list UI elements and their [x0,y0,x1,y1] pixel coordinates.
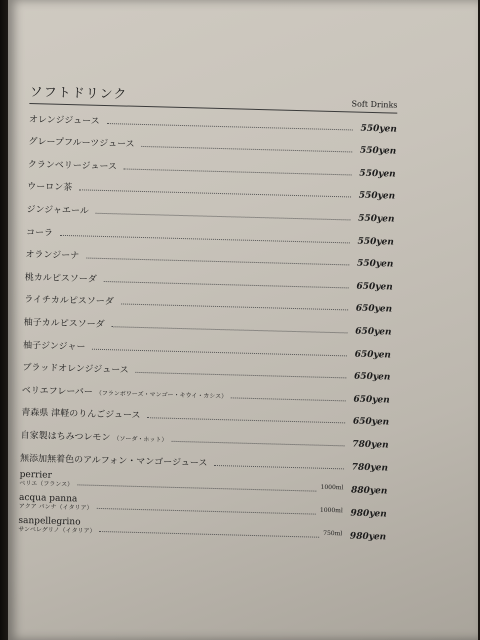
water-volume: 1000ml [319,506,343,514]
leader-dots [97,507,316,514]
item-price: 550yen [360,123,397,135]
item-price: 780yen [351,462,389,474]
water-name [18,515,96,534]
item-price: 550yen [359,168,396,180]
item-name-text: 柚子カルピスソーダ [23,317,105,330]
item-price: 550yen [358,213,395,225]
water-price: 980yen [350,508,387,519]
item-name-text: ウーロン茶 [27,182,73,194]
item-name [23,337,89,352]
item-price: 550yen [356,258,394,270]
item-name-text: ジンジャエール [26,204,89,217]
item-name [29,112,103,127]
item-price: 780yen [352,439,389,451]
item-name [25,247,82,261]
item-name [22,360,132,376]
leader-dots [141,146,352,153]
item-name-text: オランジーナ [25,250,80,262]
water-price: 980yen [349,531,387,542]
item-price: 550yen [358,191,396,202]
item-price: 650yen [352,416,390,428]
water-list [18,465,388,544]
item-name [26,202,92,217]
leader-dots [147,418,345,424]
item-name [24,292,117,307]
item-name-text: クランベリージュース [27,159,118,173]
item-price: 650yen [354,349,392,361]
water-name [19,492,93,511]
water-name-japanese: サンペレグリノ（イタリア） [18,525,96,535]
water-name-japanese: アクア パンナ（イタリア） [18,502,93,512]
water-name-english: acqua panna [18,492,78,504]
item-name-text: 自家製はちみつレモン [20,430,111,444]
item-name-text: ライチカルピスソーダ [24,295,114,308]
water-volume: 1000ml [320,483,344,491]
item-name-text: ブラッドオレンジジュース [22,363,129,376]
item-name [24,315,108,330]
item-name [21,428,168,445]
leader-dots [100,530,320,537]
item-price: 650yen [353,371,391,383]
soft-drinks-menu [18,80,398,544]
item-note: （ソーダ・ホット） [113,435,168,444]
item-name [21,405,144,421]
item-name-text: 柚子ジンジャー [22,340,86,353]
leader-dots [136,372,347,379]
item-name-text: 青森県 津軽のりんごジュース [21,408,141,422]
menu-page [8,0,478,640]
water-name-english: sanpellegrino [18,515,81,527]
item-note: （フランボワーズ・マンゴー・キウイ・カシス） [95,389,228,400]
leader-dots [171,441,344,447]
water-price: 880yen [350,485,388,496]
item-name-text: ベリエフレーバー [21,385,93,398]
item-name-text: オレンジジュース [28,114,100,127]
item-name [26,225,56,239]
water-name-japanese: ペリエ（フランス） [19,479,74,488]
item-name [28,157,121,172]
item-name-text: 桃カルピスソーダ [24,272,97,285]
item-price: 650yen [355,303,393,315]
item-name [28,134,138,150]
section-title: ソフトドリンク [29,84,128,103]
item-price: 550yen [359,145,397,157]
item-name-text: コーラ [25,227,54,239]
water-name [19,469,73,487]
water-volume: 750ml [323,529,343,537]
item-price: 650yen [356,281,393,293]
drink-list [20,104,397,475]
water-name-english: perrier [19,469,52,481]
section-title-english: Soft Drinks [351,99,398,110]
item-price: 650yen [353,394,390,406]
item-name [27,179,75,193]
item-name-text: グレープフルーツジュース [28,137,135,150]
item-name-text: 無添加無着色のアルフォン・マンゴージュース [19,453,208,469]
item-price: 650yen [355,326,392,338]
leader-dots [231,397,346,401]
leader-dots [214,464,344,468]
item-price: 550yen [357,236,395,248]
item-name [25,270,100,285]
